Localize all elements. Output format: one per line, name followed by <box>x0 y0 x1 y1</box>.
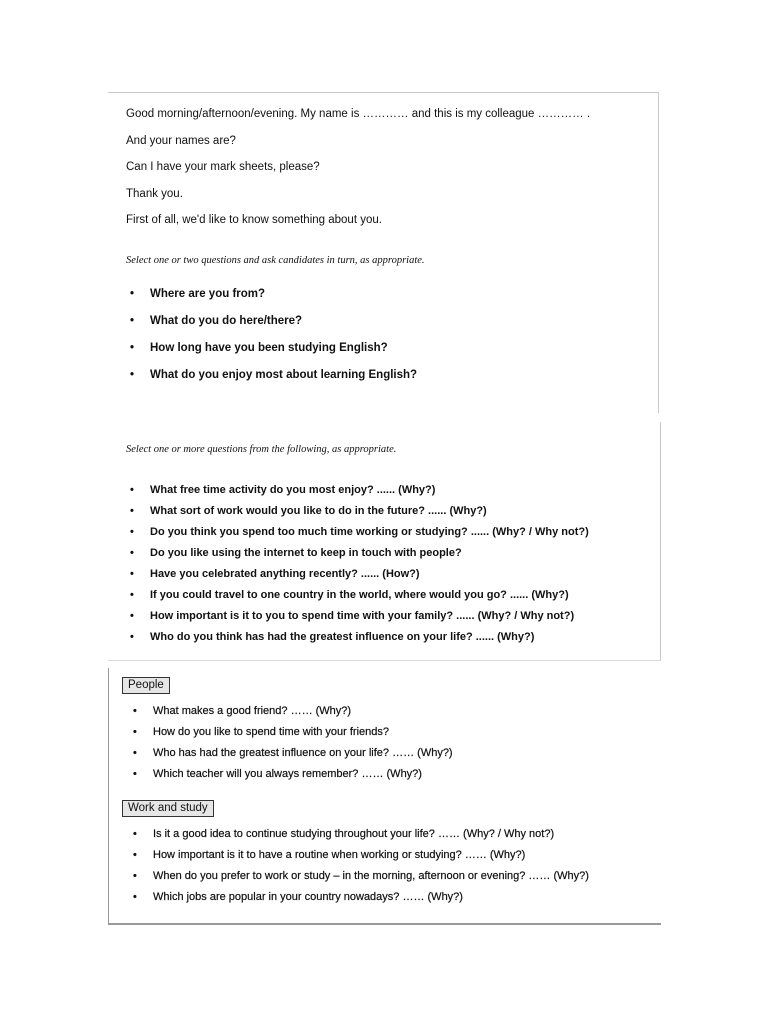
list-item <box>129 768 453 789</box>
bullet-icon: • <box>130 631 134 643</box>
bullet-icon: • <box>130 568 134 580</box>
bullet-icon: • <box>130 484 134 496</box>
question-text: Who has had the greatest influence on your life? …… (Why?) <box>153 747 453 759</box>
question-text: How long have you been studying English? <box>150 342 388 354</box>
bullet-icon: • <box>130 526 134 538</box>
people-question-list <box>129 705 453 789</box>
question-text: Is it a good idea to continue studying throughout your life? …… (Why? / Why not?) <box>153 828 555 840</box>
instruction-text: Select one or more questions from the following, as appropriate. <box>126 444 397 455</box>
list-item <box>126 610 589 631</box>
bullet-icon: • <box>130 342 135 354</box>
thanks-text: Thank you. <box>126 188 183 200</box>
question-text: If you could travel to one country in the world, where would you go? ...... (Why?) <box>150 589 569 601</box>
list-item <box>129 705 453 726</box>
question-text: What do you do here/there? <box>150 315 303 327</box>
question-text: How important is it to have a routine when working or studying? …… (Why?) <box>153 849 526 861</box>
list-item <box>126 315 417 342</box>
bullet-icon: • <box>130 547 134 559</box>
bullet-icon: • <box>133 705 137 717</box>
question-text: What do you enjoy most about learning English? <box>150 369 418 381</box>
list-item <box>126 484 589 505</box>
bullet-icon: • <box>130 288 135 300</box>
list-item <box>126 568 589 589</box>
bullet-icon: • <box>133 768 137 780</box>
list-item <box>126 526 589 547</box>
question-text: Which jobs are popular in your country nowadays? …… (Why?) <box>153 891 463 903</box>
list-item <box>126 505 589 526</box>
introduction-panel <box>108 92 659 413</box>
list-item <box>126 342 417 369</box>
list-item <box>126 589 589 610</box>
bullet-icon: • <box>133 870 137 882</box>
work-and-study-heading: Work and study <box>122 800 214 817</box>
people-heading: People <box>122 677 170 694</box>
list-item <box>129 849 589 870</box>
work-question-list <box>129 828 589 912</box>
greeting-text: Good morning/afternoon/evening. My name is ………… and this is my colleague ………… . <box>126 108 591 120</box>
list-item <box>129 726 453 747</box>
bullet-icon: • <box>133 891 137 903</box>
more-questions-panel <box>108 422 661 661</box>
more-question-list <box>126 484 589 652</box>
bullet-icon: • <box>133 747 137 759</box>
intro-question-list <box>126 288 417 396</box>
list-item <box>129 828 589 849</box>
bullet-icon: • <box>130 505 134 517</box>
list-item <box>129 891 589 912</box>
list-item <box>129 747 453 768</box>
question-text: How important is it to you to spend time with your family? ...... (Why? / Why not?) <box>150 610 575 622</box>
question-text: What sort of work would you like to do in the future? ...... (Why?) <box>150 505 487 517</box>
question-text: What makes a good friend? …… (Why?) <box>153 705 352 717</box>
list-item <box>126 369 417 396</box>
mark-sheets-request: Can I have your mark sheets, please? <box>126 161 320 173</box>
question-text: How do you like to spend time with your friends? <box>153 726 390 738</box>
question-text: When do you prefer to work or study – in the morning, afternoon or evening? …… (Why?) <box>153 870 589 882</box>
first-of-all-text: First of all, we'd like to know something about you. <box>126 214 382 226</box>
bullet-icon: • <box>130 369 135 381</box>
bullet-icon: • <box>130 315 135 327</box>
question-text: Do you like using the internet to keep in touch with people? <box>150 547 462 559</box>
question-text: Where are you from? <box>150 288 266 300</box>
question-text: Do you think you spend too much time working or studying? ...... (Why? / Why not?) <box>150 526 589 538</box>
list-item <box>126 631 589 652</box>
bullet-icon: • <box>133 828 137 840</box>
bullet-icon: • <box>133 726 137 738</box>
list-item <box>126 288 417 315</box>
question-text: Who do you think has had the greatest influence on your life? ...... (Why?) <box>150 631 535 643</box>
question-text: Have you celebrated anything recently? ...... (How?) <box>150 568 420 580</box>
bullet-icon: • <box>130 589 134 601</box>
topics-panel <box>108 668 661 925</box>
bullet-icon: • <box>130 610 134 622</box>
instruction-text: Select one or two questions and ask candidates in turn, as appropriate. <box>126 255 425 266</box>
names-question: And your names are? <box>126 135 236 147</box>
question-text: What free time activity do you most enjoy? ...... (Why?) <box>150 484 436 496</box>
list-item <box>129 870 589 891</box>
list-item <box>126 547 589 568</box>
question-text: Which teacher will you always remember? …… (Why?) <box>153 768 422 780</box>
bullet-icon: • <box>133 849 137 861</box>
